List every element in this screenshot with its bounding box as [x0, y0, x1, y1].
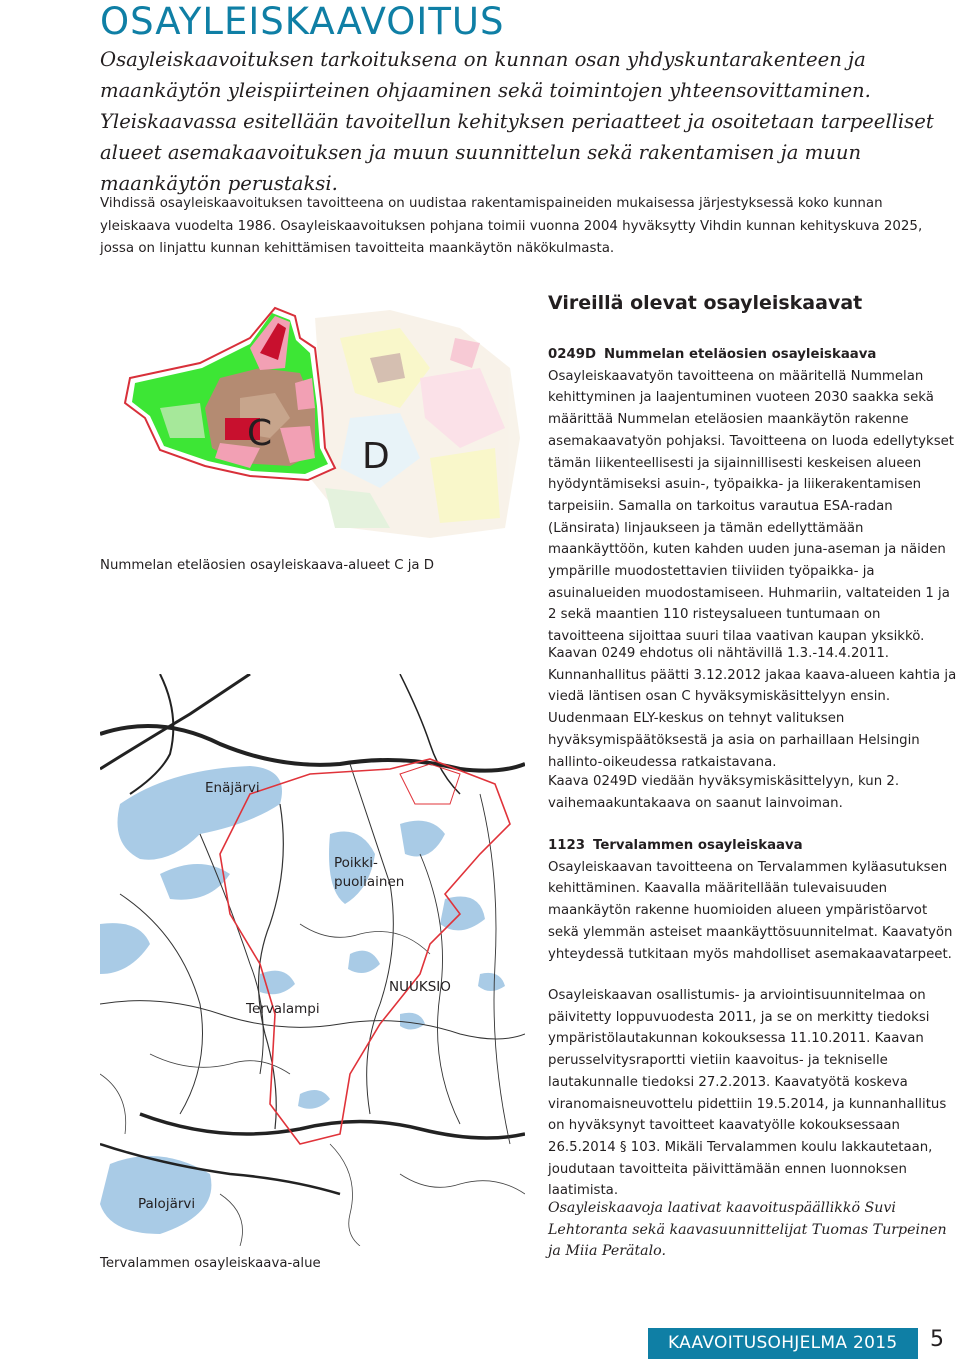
plan-0249-body: Osayleiskaavatyön tavoitteena on määritellä Nummelan kehittyminen ja laajentuminen vuoteen 2030 saakka sekä määrittää Nummelan eteläosien maankäytön rakenne asemakaavatyön pohjaksi. Tavoitteena on luoda edellytykset tämän liikenteellisesti ja sijainnillisesti keskeisen alueen hyödyntämiseksi asuin-, työpaikka- ja liikerakentamisen tarpeisiin. Samalla on tarkoitus varautua ESA-radan (Länsirata) linjaukseen ja tämän edellyttämään maankäyttöön, kuten kahden uuden juna-aseman ja näiden ympärille muodostettavien tiiviiden työpaikka- ja asuinalueiden muodostamiseen. Huhmariin, valtateiden 1 ja 2 sekä maantien 110 risteysalueen tuntumaan on tavoitteena sijoittaa suuri tilaa vaativan kaupan yksikkö. [548, 368, 955, 645]
map-label-d: D [362, 436, 390, 477]
label-palojarvi: Palojärvi [138, 1196, 196, 1212]
section-heading: Vireillä olevat osayleiskaavat [548, 292, 863, 314]
label-poikki-2: puoliainen [334, 874, 405, 890]
intro-paragraph: Vihdissä osayleiskaavoituksen tavoitteena on uudistaa rakentamispaineiden mukaisessa järjestyksessä koko kunnan yleiskaava vuodelta 1986. Osayleiskaavoituksen pohjana toimii vuonna 2004 hyväksytty Vihdin kunnan kehityskuva 2025, jossa on linjattu kunnan kehittämisen tavoitteita maankäytön näkökulmasta. [100, 196, 923, 256]
plan-0249-para3: Kaava 0249D viedään hyväksymiskäsittelyyn, kun 2. vaihemaakuntakaava on saanut lainvoiman. [548, 774, 900, 811]
plan-1123-block [548, 835, 958, 965]
label-nuuksio: NUUKSIO [389, 979, 451, 995]
plan-1123-para2: Osayleiskaavan osallistumis- ja arviointisuunnitelmaa on päivitetty loppuvuodesta 2011, ja se on merkitty tiedoksi ympäristölautakunnan kokouksessa 11.10.2011. Kaavan perusselvitysraportti vietiin kaavoitus- ja tekniselle lautakunnalle tiedoksi 27.2.2013. Kaavatyötä koskeva viranomaisneuvottelu pidettiin 19.5.2014, ja kunnanhallitus on hyväksynyt tavoitteet kaavatyölle kokouksessaan 26.5.2014 § 103. Mikäli Tervalammen koulu lakkautetaan, joudutaan tavoitteita päivittämään ennen luonnoksen laatimista. [548, 988, 947, 1199]
lead-paragraph: Osayleiskaavoituksen tarkoituksena on kunnan osan yhdyskuntarakenteen ja maankäytön yleispiirteinen ohjaaminen sekä toimintojen yhteensovittaminen. Yleiskaavassa esitellään tavoitellun kehityksen periaatteet ja osoitetaan tarpeelliset alueet asemakaavoituksen ja muun suunnittelun sekä rakentamisen ja muun maankäytön perustaksi. [100, 48, 934, 195]
map-caption-c-d: Nummelan eteläosien osayleiskaava-alueet C ja D [100, 558, 435, 573]
label-poikki-1: Poikki- [334, 855, 378, 871]
footer-label: KAAVOITUSOHJELMA 2015 [668, 1333, 898, 1353]
plan-0249-code: 0249D [548, 347, 597, 362]
plan-1123-code: 1123 [548, 838, 586, 853]
map-tervalampi [100, 674, 525, 1246]
map-caption-tervalampi: Tervalammen osayleiskaava-alue [100, 1256, 321, 1271]
plan-1123-name: Tervalammen osayleiskaava [593, 838, 803, 853]
map-nummela-c-d [100, 298, 525, 544]
label-tervalampi: Tervalampi [246, 1001, 320, 1017]
plan-0249-name: Nummelan eteläosien osayleiskaava [604, 347, 877, 362]
plan-0249-heading [548, 344, 958, 366]
page-number: 5 [930, 1327, 944, 1352]
map-label-c: C [247, 413, 273, 454]
plan-0249-para2: Kaavan 0249 ehdotus oli nähtävillä 1.3.-14.4.2011. Kunnanhallitus päätti 3.12.2012 jakaa kaava-alueen kahtia ja viedä läntisen osan C hyväksymiskäsittelyyn ensin. Uudenmaan ELY-keskus on tehnyt valituksen hyväksymispäätöksestä ja asia on parhaillaan Helsingin hallinto-oikeudessa ratkaistavana. [548, 646, 957, 770]
plan-0249-block [548, 344, 958, 648]
page-title: OSAYLEISKAAVOITUS [100, 0, 505, 43]
plan-1123-heading [548, 835, 958, 857]
plan-1123-body: Osayleiskaavan tavoitteena on Tervalammen kyläasutuksen kehittäminen. Kaavalla määritellään tulevaisuuden maankäytön rakenne huomioiden alueen ympäristöarvot sekä ylemmän asteiset maankäyttösuunnitelmat. Kaavatyön yhteydessä tutkitaan myös mahdolliset asemakaavatarpeet. [548, 859, 953, 962]
label-enajarvi: Enäjärvi [205, 780, 260, 796]
closing-note: Osayleiskaavoja laativat kaavoituspäällikkö Suvi Lehtoranta sekä kaavasuunnittelijat Tuomas Turpeinen ja Miia Perätalo. [548, 1200, 947, 1260]
